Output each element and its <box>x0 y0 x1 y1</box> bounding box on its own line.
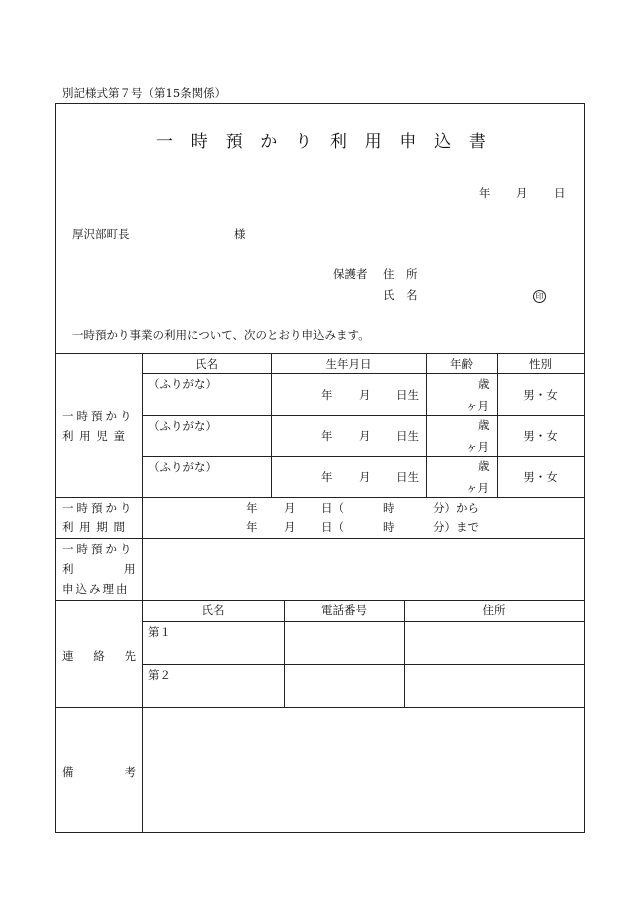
label-text: 考 <box>124 765 136 779</box>
contact-row-label: 第１ <box>148 625 171 639</box>
title-char: り <box>295 132 313 152</box>
divider <box>55 707 585 708</box>
age-years: 歳 <box>478 459 490 473</box>
form-title <box>156 134 486 151</box>
birth-day: 日生 <box>396 470 419 484</box>
furigana-label: （ふりがな） <box>148 419 217 433</box>
reason-label-line2-left: 利 <box>62 562 74 576</box>
title-char: 用 <box>364 132 382 152</box>
addressee-name: 厚沢部町長 <box>72 227 130 241</box>
birth-day: 日生 <box>396 429 419 443</box>
divider <box>55 538 585 539</box>
from-minute: 分）から <box>433 501 479 515</box>
divider <box>55 600 585 601</box>
to-year: 年 <box>246 520 258 534</box>
remarks-label <box>62 764 136 780</box>
birth-month: 月 <box>359 388 371 402</box>
children-label-line1 <box>62 408 136 424</box>
addressee-honorific: 様 <box>234 227 246 241</box>
title-char: 預 <box>225 132 243 152</box>
period-label-line2: 利 用 期 間 <box>62 520 126 534</box>
children-label-line2: 利 用 児 童 <box>62 429 126 443</box>
from-year: 年 <box>246 501 258 515</box>
reason-label-line3: 申込み理由 <box>62 582 130 596</box>
date-month: 月 <box>516 186 528 200</box>
title-char: 利 <box>329 132 347 152</box>
to-day: 日（ <box>321 520 344 534</box>
seal-mark-icon: 印 <box>533 290 546 303</box>
birth-year: 年 <box>321 470 333 484</box>
divider <box>142 664 585 665</box>
title-char: か <box>260 132 278 152</box>
label-column-divider <box>142 353 143 833</box>
frame-bottom <box>55 832 585 833</box>
divider <box>142 456 585 457</box>
divider <box>271 353 272 497</box>
age-months: ヶ月 <box>466 481 489 495</box>
guardian-label: 保護者 <box>333 267 368 281</box>
title-char: 申 <box>399 132 417 152</box>
contact-header-address: 住所 <box>482 603 506 617</box>
sex-options: 男・女 <box>523 470 558 484</box>
title-char: 書 <box>468 132 486 152</box>
to-hour: 時 <box>383 520 395 534</box>
birth-month: 月 <box>359 429 371 443</box>
title-char: 時 <box>190 132 208 152</box>
birth-year: 年 <box>321 388 333 402</box>
contact-header-phone: 電話番号 <box>321 603 367 617</box>
date-day: 日 <box>554 186 566 200</box>
col-header-birth: 生年月日 <box>325 357 372 371</box>
contact-row-label: 第２ <box>148 668 171 682</box>
label-text: 連 <box>62 649 74 663</box>
reason-label-line2-right: 用 <box>124 562 136 576</box>
contact-label <box>62 648 136 664</box>
to-minute: 分）まで <box>433 520 479 534</box>
from-hour: 時 <box>383 501 395 515</box>
col-header-age: 年齢 <box>450 357 473 371</box>
birth-year: 年 <box>321 429 333 443</box>
birth-month: 月 <box>359 470 371 484</box>
birth-day: 日生 <box>396 388 419 402</box>
from-month: 月 <box>284 501 296 515</box>
age-months: ヶ月 <box>466 399 489 413</box>
contact-header-name: 氏名 <box>201 603 225 617</box>
from-day: 日（ <box>321 501 344 515</box>
furigana-label: （ふりがな） <box>148 460 217 474</box>
period-label-line1: 一時預かり <box>62 501 135 515</box>
form-reference: 別記様式第７号（第15条関係） <box>62 86 227 100</box>
label-text: 先 <box>124 649 136 663</box>
title-char: 込 <box>434 132 452 152</box>
sex-options: 男・女 <box>523 388 558 402</box>
label-text: 絡 <box>93 649 105 663</box>
age-months: ヶ月 <box>466 440 489 454</box>
age-years: 歳 <box>478 418 490 432</box>
label-text: 備 <box>62 765 74 779</box>
title-char: 一 <box>156 132 173 152</box>
frame-left <box>55 103 56 833</box>
col-header-name: 氏名 <box>195 357 218 371</box>
guardian-address-label: 住 所 <box>383 267 418 281</box>
furigana-label: （ふりがな） <box>148 377 217 391</box>
divider <box>142 621 585 622</box>
date-year: 年 <box>479 186 491 200</box>
sex-options: 男・女 <box>523 429 558 443</box>
age-years: 歳 <box>478 377 490 391</box>
label-text: 一時預かり <box>62 409 135 423</box>
intro-text: 一時預かり事業の利用について、次のとおり申込みます。 <box>72 328 370 342</box>
divider <box>426 353 427 497</box>
frame-top <box>55 103 585 104</box>
to-month: 月 <box>284 520 296 534</box>
reason-label-line1: 一時預かり <box>62 542 135 556</box>
frame-right <box>584 103 585 833</box>
divider <box>55 497 585 498</box>
col-header-sex: 性別 <box>529 357 552 371</box>
divider <box>55 353 585 354</box>
guardian-name-label: 氏 名 <box>383 288 418 302</box>
divider <box>142 373 585 374</box>
divider <box>142 415 585 416</box>
